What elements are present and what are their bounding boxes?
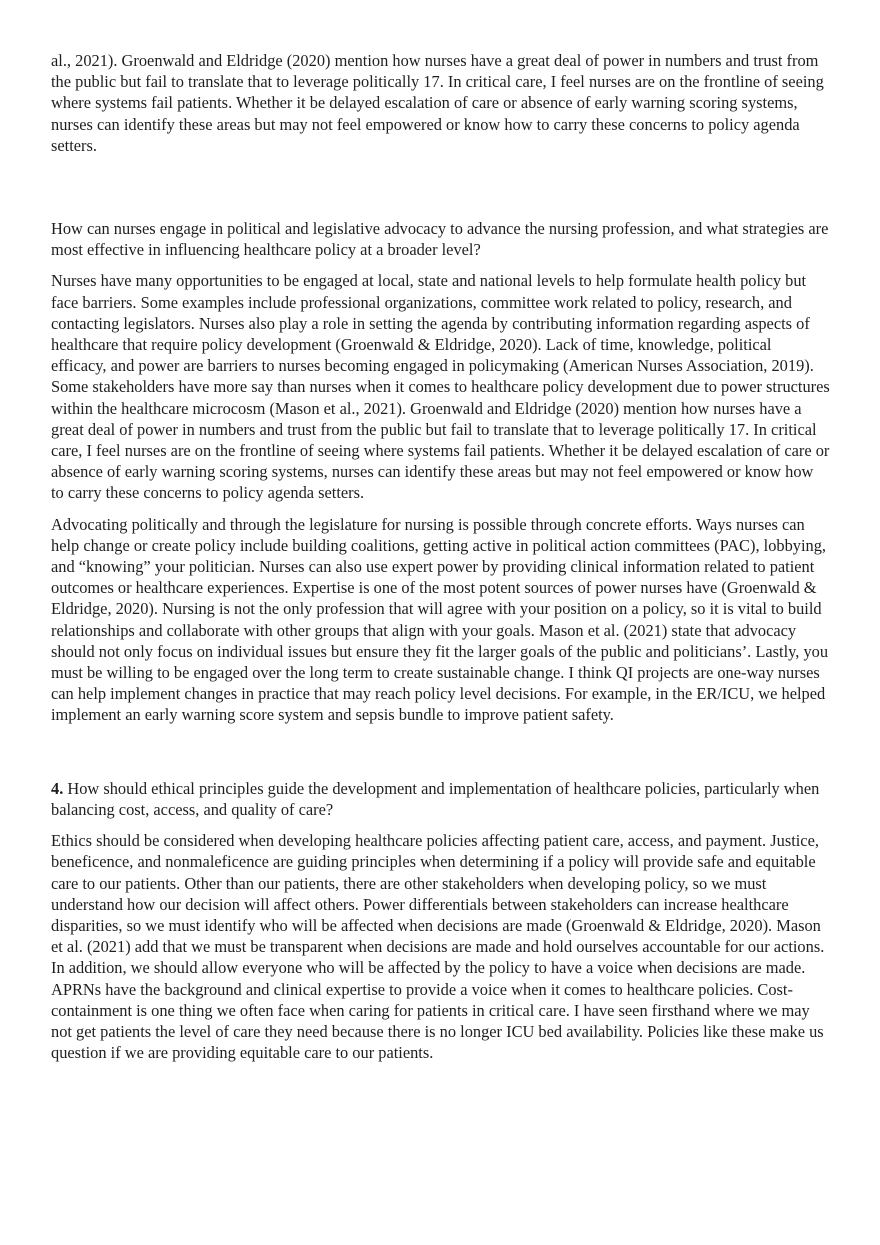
answer-4-paragraph-1: Ethics should be considered when developing healthcare policies affecting patient care, access, and payment. Justice, beneficence, and nonmaleficence are guiding principles when determining if a policy will provide safe and equitable care to our patients. Other than our patients, there are other stakeholders when developing policy, so we must understand how our decision will affect others. Power differentials between stakeholders can increase healthcare disparities, so we must identify who will be affected when decisions are made (Groenwald & Eldridge, 2020). Mason et al. (2021) add that we must be transparent when decisions are made and hold ourselves accountable for our actions. In addition, we should allow everyone who will be affected by the policy to have a voice when decisions are made. APRNs have the background and clinical expertise to provide a voice when it comes to healthcare policies. Cost-containment is one thing we often face when caring for patients in critical care. I have seen firsthand where we may not get patients the level of care they need because there is no longer ICU bed availability. Policies like these make us question if we are providing equitable care to our patients. (51, 831, 825, 1063)
answer-3-paragraph-2: Advocating politically and through the legislature for nursing is possible through concrete efforts. Ways nurses can help change or create policy include building coalitions, getting active in political action committees (PAC), lobbying, and “knowing” your politician. Nurses can also use expert power by providing clinical information related to patient outcomes or healthcare experiences. Expertise is one of the most potent sources of power nurses have (Groenwald & Eldridge, 2020). Nursing is not the only profession that will agree with your position on a policy, so it is vital to build relationships and collaborate with other groups that align with your goals. Mason et al. (2021) state that advocacy should not only focus on individual issues but ensure they fit the larger goals of the public and politicians’. Lastly, you must be willing to be engaged over the long term to create sustainable change. I think QI projects are one-way nurses can help implement changes in practice that may reach policy level decisions. For example, in the ER/ICU, we helped implement an early warning score system and sepsis bundle to improve patient safety. (51, 514, 829, 725)
continued-paragraph: al., 2021). Groenwald and Eldridge (2020) mention how nurses have a great deal of power in numbers and trust from the public but fail to translate that to leverage politically 17. In critical care, I feel nurses are on the frontline of seeing where systems fail patients. Whether it be delayed escalation of care or absence of early warning scoring systems, nurses can identify these areas but may not feel empowered or know how to carry these concerns to policy agenda setters. (51, 51, 824, 155)
section-spacer (51, 736, 830, 778)
question-4 (51, 778, 830, 820)
section-spacer (51, 166, 830, 218)
question-3: How can nurses engage in political and legislative advocacy to advance the nursing profession, and what strategies are most effective in influencing healthcare policy at a broader level? (51, 219, 829, 260)
question-number: 4. (51, 778, 64, 798)
question-4-text: How should ethical principles guide the development and implementation of healthcare policies, particularly when balancing cost, access, and quality of care? (51, 778, 820, 819)
answer-3-paragraph-1: Nurses have many opportunities to be engaged at local, state and national levels to help formulate health policy but face barriers. Some examples include professional organizations, committee work related to policy, research, and contacting legislators. Nurses also play a role in setting the agenda by contributing information regarding aspects of healthcare that require policy development (Groenwald & Eldridge, 2020). Lack of time, knowledge, political efficacy, and power are barriers to nurses becoming engaged in policymaking (American Nurses Association, 2019). Some stakeholders have more say than nurses when it comes to healthcare policy development due to power structures within the healthcare microcosm (Mason et al., 2021). Groenwald and Eldridge (2020) mention how nurses have a great deal of power in numbers and trust from the public but fail to translate that to leverage politically 17. In critical care, I feel nurses are on the frontline of seeing where systems fail patients. Whether it be delayed escalation of care or absence of early warning scoring systems, nurses can identify these areas but may not feel empowered or know how to carry these concerns to policy agenda setters. (51, 271, 830, 503)
